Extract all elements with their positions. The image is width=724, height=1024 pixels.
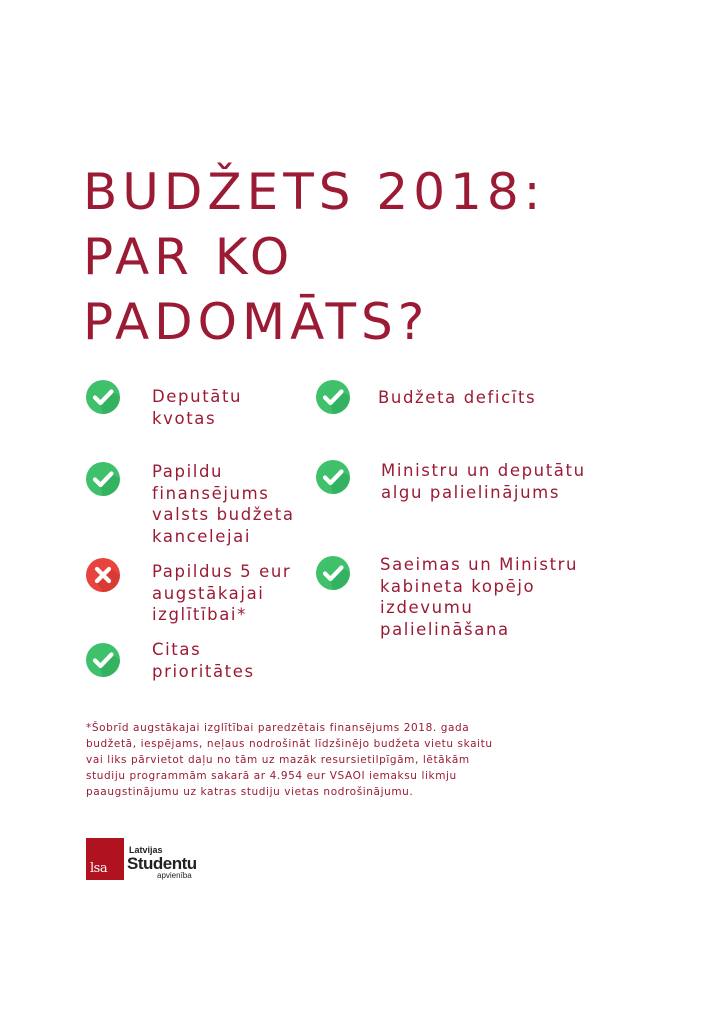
check-icon: [316, 556, 350, 590]
list-item-higher-education: [86, 558, 291, 626]
item-label: Budžeta deficīts: [378, 388, 537, 407]
title-line-3: PADOMĀTS?: [83, 293, 430, 351]
item-label: Saeimas un Ministru kabineta kopējo izdevumu palielināšana: [380, 555, 579, 639]
list-item-budget-deficit: [316, 380, 536, 414]
title-line-2: PAR KO: [83, 228, 295, 286]
organization-logo: [86, 838, 197, 880]
list-item-salary-increase: [316, 460, 586, 503]
logo-line-3: apvienība: [157, 871, 192, 880]
list-item-expenditure-increase: [316, 556, 578, 640]
footnote: *Šobrīd augstākajai izglītībai paredzētais finansējums 2018. gada budžetā, iespējams, neļaus nodrošināt līdzšinējo budžeta vietu skaitu vai liks pārvietot daļu no tām uz mazāk resursietilpīgām, lētākām studiju programmām sakarā ar 4.954 eur VSAOI iemaksu likmju paaugstinājumu uz katras studiju vietas nodrošinājumu.: [86, 722, 493, 798]
check-icon: [86, 380, 120, 414]
check-icon: [316, 380, 350, 414]
logo-wordmark: [127, 846, 197, 880]
logo-mark: [86, 838, 124, 880]
cross-icon: [86, 558, 120, 592]
logo-mark-text: lsa: [90, 861, 108, 876]
check-icon: [86, 643, 120, 677]
page-title: [83, 160, 546, 355]
item-label: Deputātu kvotas: [152, 387, 243, 428]
list-item-deputy-quotas: [86, 380, 242, 429]
item-label: Citas prioritātes: [152, 640, 255, 681]
item-label: Papildus 5 eur augstākajai izglītībai*: [152, 562, 292, 624]
check-icon: [316, 460, 350, 494]
logo-line-1: Latvijas: [129, 845, 163, 855]
item-label: Papildu finansējums valsts budžeta kancelejai: [152, 462, 295, 546]
list-item-other-priorities: [86, 640, 255, 682]
item-label: Ministru un deputātu algu palielinājums: [381, 461, 586, 502]
logo-line-2: Studentu: [127, 854, 197, 873]
check-icon: [86, 462, 120, 496]
list-item-chancellery-funding: [86, 462, 295, 547]
title-line-1: BUDŽETS 2018:: [83, 163, 546, 221]
